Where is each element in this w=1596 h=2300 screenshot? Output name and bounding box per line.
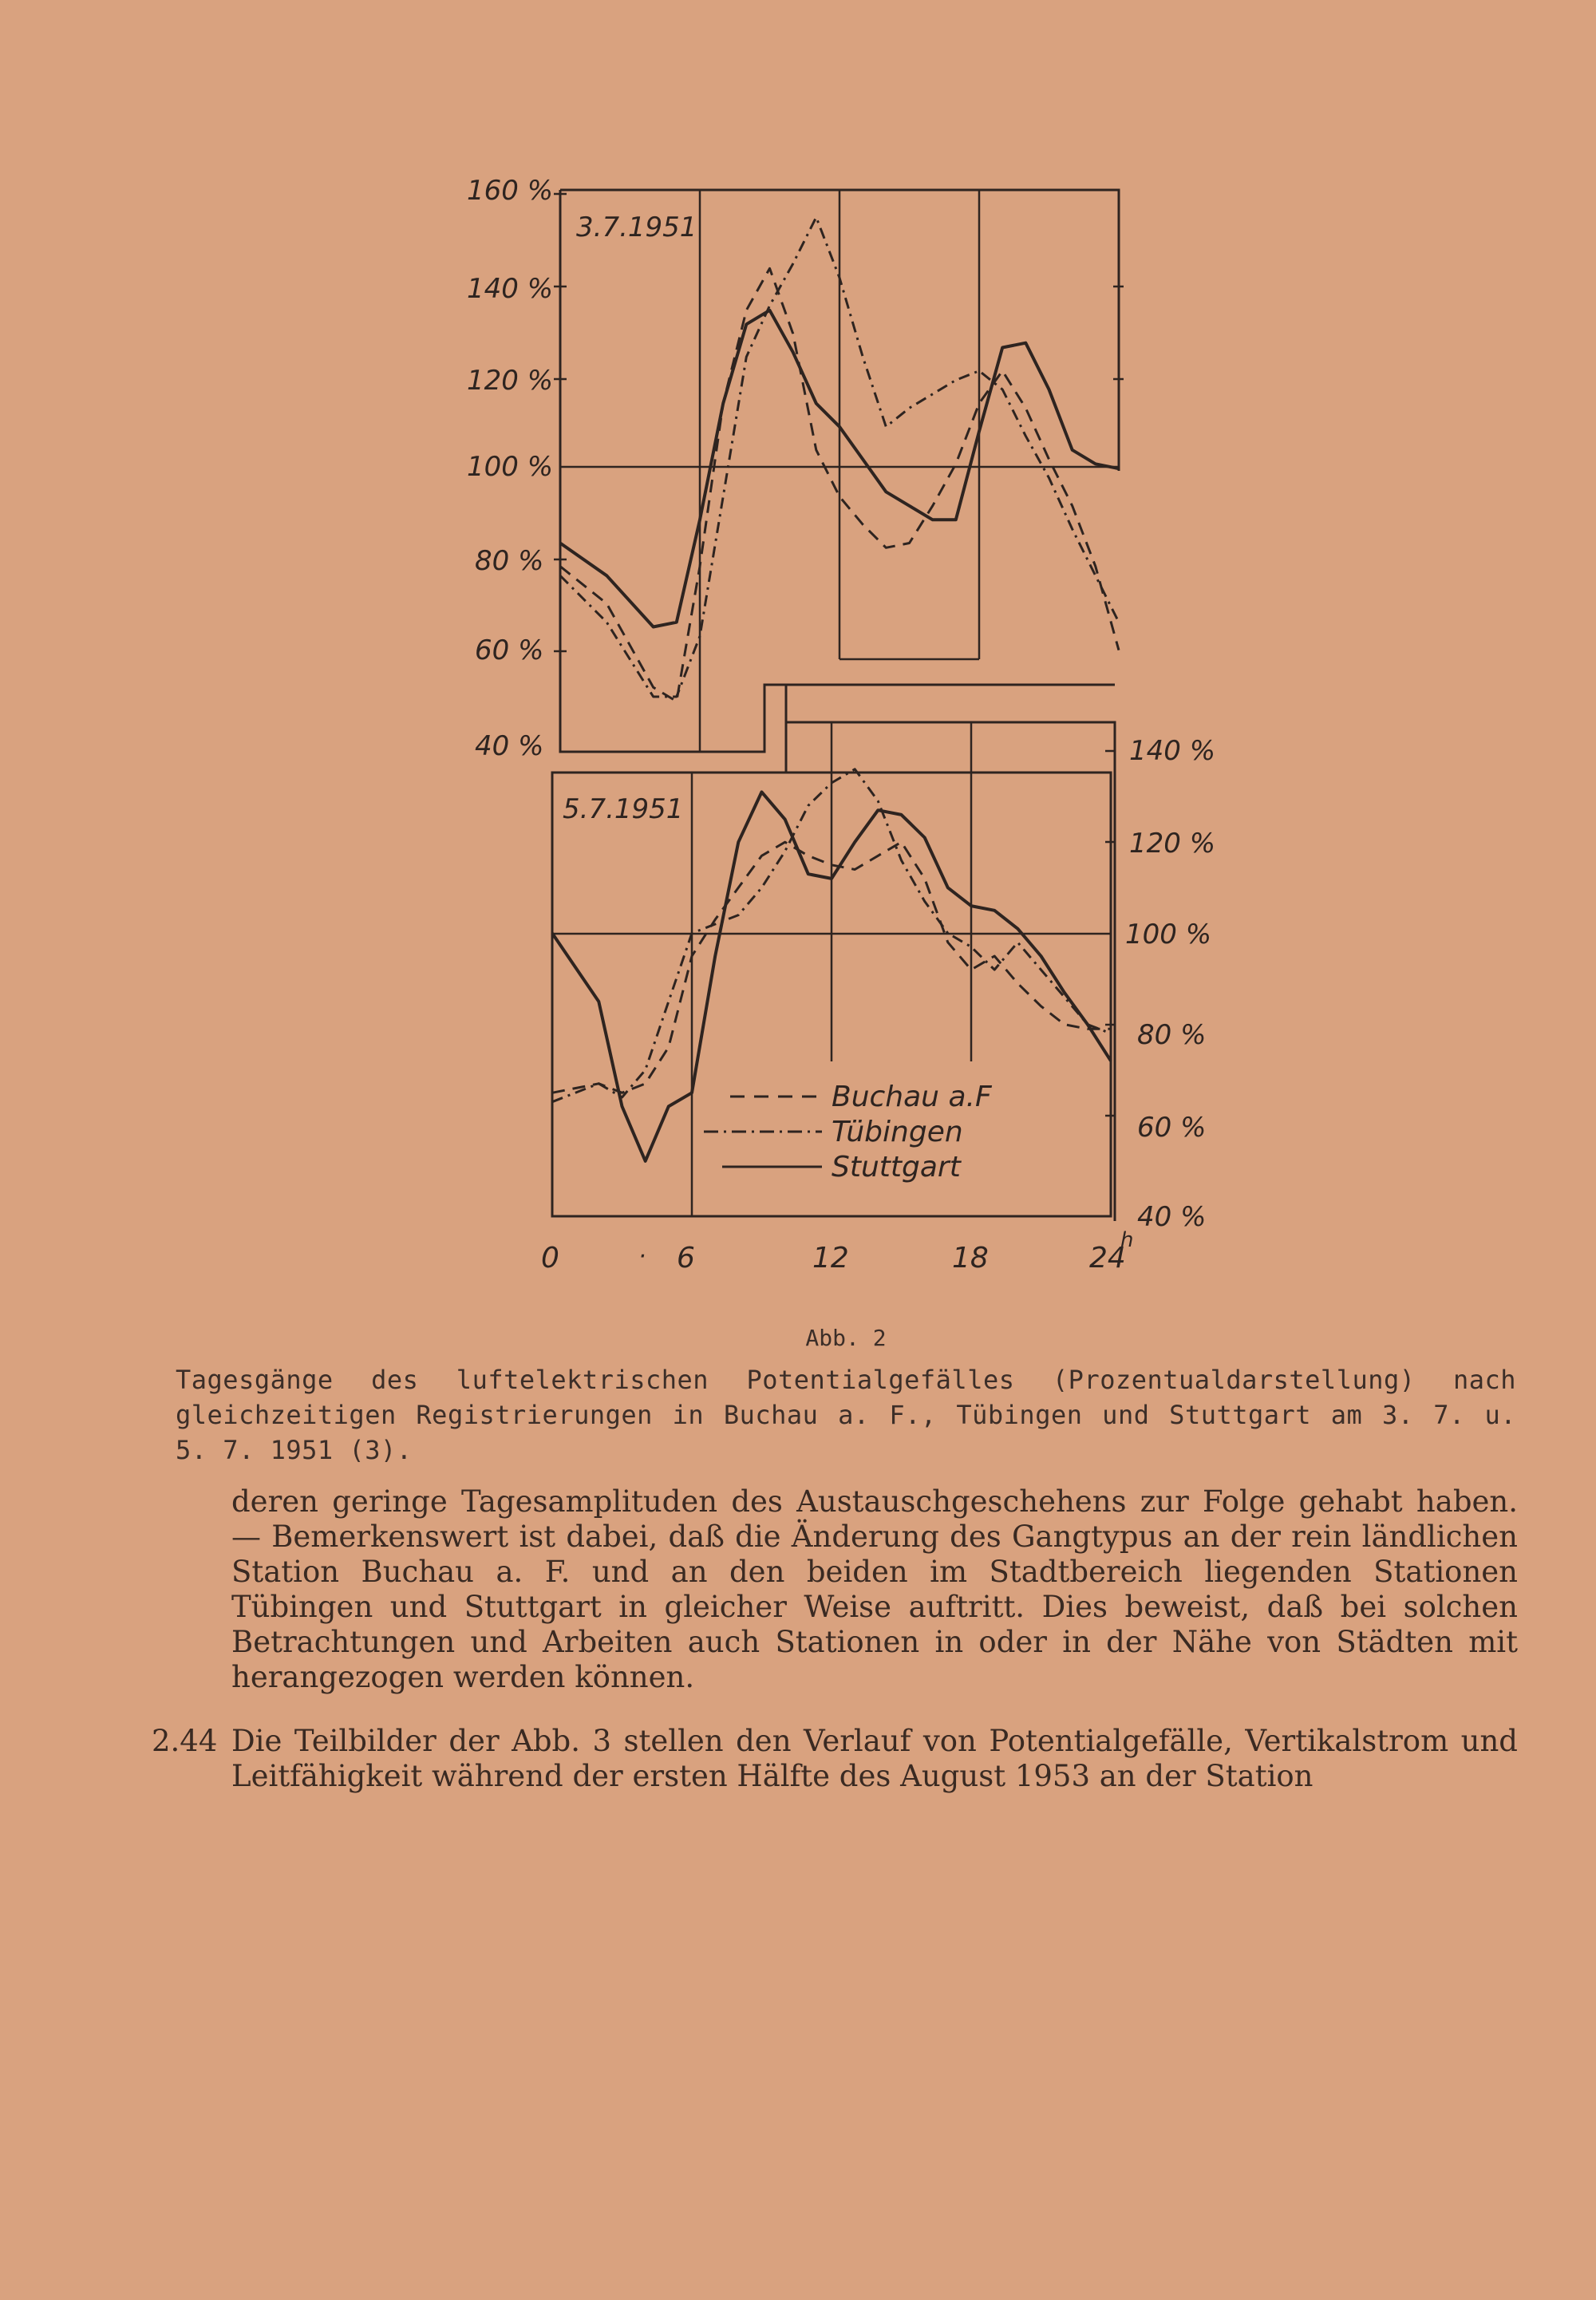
bottom-y-tick-140: 140 % xyxy=(1129,735,1216,767)
x-tick-18: 18 xyxy=(952,1242,989,1274)
bottom-y-tick-40: 40 % xyxy=(1137,1201,1207,1233)
legend-label-stuttgart: Stuttgart xyxy=(832,1151,961,1184)
x-unit: h xyxy=(1120,1228,1134,1252)
bottom-y-tick-80: 80 % xyxy=(1137,1019,1207,1051)
x-tick-dot: · xyxy=(638,1243,646,1271)
figure-caption xyxy=(176,1325,1516,1468)
top-y-tick-80: 80 % xyxy=(475,545,544,577)
x-tick-12: 12 xyxy=(812,1242,849,1274)
legend-label-buchau: Buchau a.F xyxy=(832,1081,992,1113)
caption-text: Tagesgänge des luftelektrischen Potentialgefälles (Prozentualdarstellung) nach gleichzeitigen Registrierungen in Buchau a. F., Tübingen und Stuttgart am 3. 7. u. 5. 7. 1951 (3). xyxy=(176,1365,1516,1465)
section-number: 2.44 xyxy=(152,1724,218,1758)
body-paragraph-1: deren geringe Tagesamplituden des Austauschgeschehens zur Folge gehabt haben. — Bemerkenswert ist dabei, daß die Änderung des Gangtypus an der rein ländlichen Station Buchau a. F. und an den beiden im Stadtbereich liegenden Stationen Tübingen und Stuttgart in gleicher Weise auftritt. Dies beweist, daß bei solchen Betrachtungen und Arbeiten auch Stationen in oder in der Nähe von Städten mit herangezogen werden können. xyxy=(231,1484,1518,1694)
top-y-tick-140: 140 % xyxy=(467,273,554,305)
top-panel-date: 3.7.1951 xyxy=(576,211,697,243)
top-y-tick-40: 40 % xyxy=(475,730,544,762)
x-tick-0: 0 xyxy=(541,1242,559,1274)
legend xyxy=(704,1081,993,1184)
body-paragraph-2: Die Teilbilder der Abb. 3 stellen den Verlauf von Potentialgefälle, Vertikalstrom und Leitfähigkeit während der ersten Hälfte des August 1953 an der Station xyxy=(231,1724,1518,1793)
top-y-tick-100: 100 % xyxy=(467,451,554,483)
bottom-y-tick-60: 60 % xyxy=(1137,1112,1207,1144)
legend-label-tuebingen: Tübingen xyxy=(832,1116,963,1148)
figure-label: Abb. 2 xyxy=(805,1325,887,1351)
x-tick-6: 6 xyxy=(677,1242,695,1274)
top-y-tick-120: 120 % xyxy=(467,365,554,397)
bottom-panel-date: 5.7.1951 xyxy=(563,793,684,825)
x-tick-24: 24 xyxy=(1089,1242,1126,1274)
bottom-y-tick-100: 100 % xyxy=(1125,919,1212,950)
top-y-tick-160: 160 % xyxy=(467,175,554,207)
bottom-y-tick-120: 120 % xyxy=(1129,828,1216,860)
top-y-tick-60: 60 % xyxy=(475,634,544,666)
